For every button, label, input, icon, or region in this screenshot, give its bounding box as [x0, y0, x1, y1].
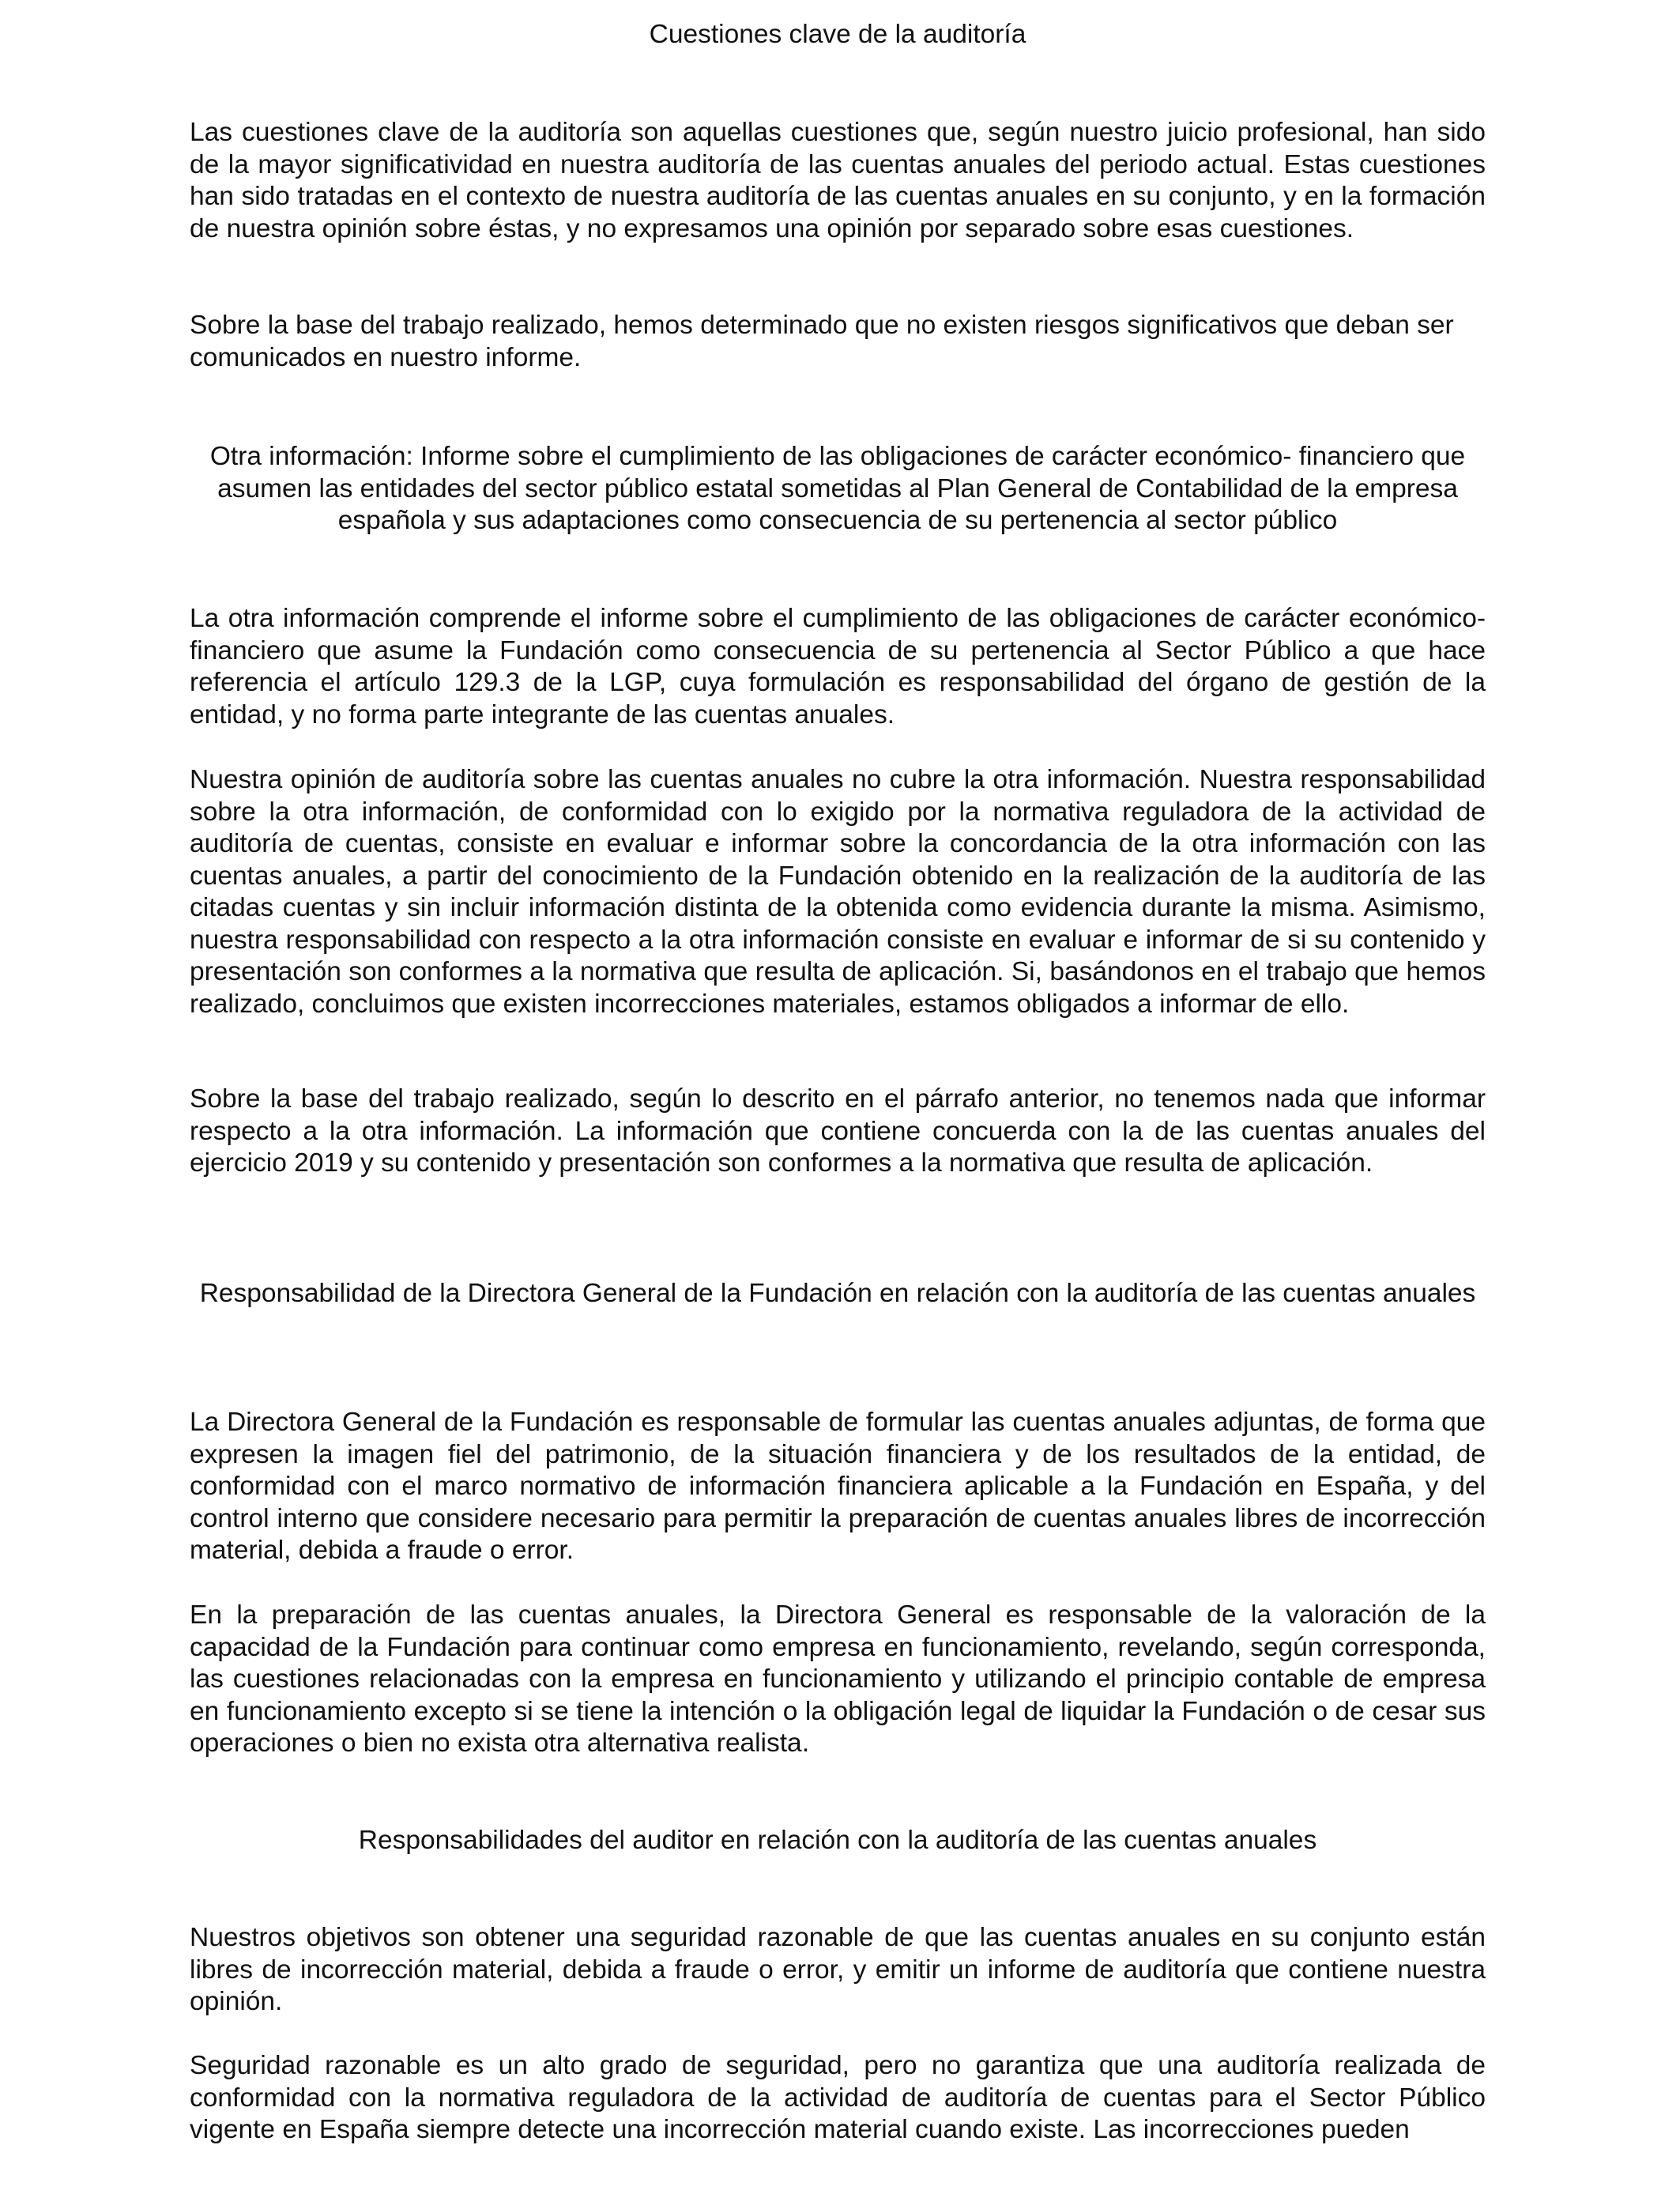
paragraph-responsabilidad-directora-1: La Directora General de la Fundación es responsable de formular las cuentas anuales adjuntas, de forma que expresen la imagen fiel del patrimonio, de la situación financiera y de los resultados de la entidad, de conformidad con el marco normativo de información financiera aplicable a la Fundación en España, y del control interno que considere necesario para permitir la preparación de cuentas anuales libres de incorrección material, debida a fraude o error. [190, 1408, 1486, 1565]
paragraph-cuestiones-clave-1: Las cuestiones clave de la auditoría son aquellas cuestiones que, según nuestro juicio profesional, han sido de la mayor significatividad en nuestra auditoría de las cuentas anuales del periodo actual. Estas cuestiones han sido tratadas en el contexto de nuestra auditoría de las cuentas anuales en su conjunto, y en la formación de nuestra opinión sobre éstas, y no expresamos una opinión por separado sobre esas cuestiones. [190, 118, 1486, 243]
paragraph-otra-informacion-3: Sobre la base del trabajo realizado, según lo descrito en el párrafo anterior, no tenemos nada que informar respecto a la otra información. La información que contiene concuerda con la de las cuentas anuales del ejercicio 2019 y su contenido y presentación son conformes a la normativa que resulta de aplicación. [190, 1084, 1486, 1178]
section-heading-otra-informacion: Otra información: Informe sobre el cumplimiento de las obligaciones de carácter económico- financiero que asumen las entidades del sector público estatal sometidas al Plan General de Contabilidad de la empresa española y sus adaptaciones como consecuencia de su pertenencia al sector público [209, 442, 1466, 535]
section-heading-cuestiones-clave: Cuestiones clave de la auditoría [649, 20, 1026, 49]
paragraph-responsabilidades-auditor-1: Nuestros objetivos son obtener una seguridad razonable de que las cuentas anuales en su conjunto están libres de incorrección material, debida a fraude o error, y emitir un informe de auditoría que contiene nuestra opinión. [190, 1923, 1486, 2016]
paragraph-otra-informacion-1: La otra información comprende el informe sobre el cumplimiento de las obligaciones de carácter económico-financiero que asume la Fundación como consecuencia de su pertenencia al Sector Público a que hace referencia el artículo 129.3 de la LGP, cuya formulación es responsabilidad del órgano de gestión de la entidad, y no forma parte integrante de las cuentas anuales. [190, 604, 1486, 729]
paragraph-responsabilidades-auditor-2: Seguridad razonable es un alto grado de seguridad, pero no garantiza que una auditoría realizada de conformidad con la normativa reguladora de la actividad de auditoría de cuentas para el Sector Público vigente en España siempre detecte una incorrección material cuando existe. Las incorrecciones pueden [190, 2051, 1486, 2144]
section-heading-responsabilidad-directora: Responsabilidad de la Directora General de la Fundación en relación con la auditoría de las cuentas anuales [199, 1279, 1476, 1308]
section-heading-responsabilidades-auditor: Responsabilidades del auditor en relación con la auditoría de las cuentas anuales [358, 1826, 1317, 1855]
paragraph-otra-informacion-2: Nuestra opinión de auditoría sobre las cuentas anuales no cubre la otra información. Nuestra responsabilidad sobre la otra información, de conformidad con lo exigido por la normativa reguladora de la actividad de auditoría de cuentas, consiste en evaluar e informar sobre la concordancia de la otra información con las cuentas anuales, a partir del conocimiento de la Fundación obtenido en la realización de la auditoría de las citadas cuentas y sin incluir información distinta de la obtenida como evidencia durante la misma. Asimismo, nuestra responsabilidad con respecto a la otra información consiste en evaluar e informar de si su contenido y presentación son conformes a la normativa que resulta de aplicación. Si, basándonos en el trabajo que hemos realizado, concluimos que existen incorrecciones materiales, estamos obligados a informar de ello. [190, 765, 1486, 1019]
paragraph-cuestiones-clave-2: Sobre la base del trabajo realizado, hemos determinado que no existen riesgos significativos que deban ser comunicados en nuestro informe. [190, 311, 1454, 372]
paragraph-responsabilidad-directora-2: En la preparación de las cuentas anuales, la Directora General es responsable de la valoración de la capacidad de la Fundación para continuar como empresa en funcionamiento, revelando, según corresponda, las cuestiones relacionadas con la empresa en funcionamiento y utilizando el principio contable de empresa en funcionamiento excepto si se tiene la intención o la obligación legal de liquidar la Fundación o de cesar sus operaciones o bien no exista otra alternativa realista. [190, 1600, 1486, 1758]
